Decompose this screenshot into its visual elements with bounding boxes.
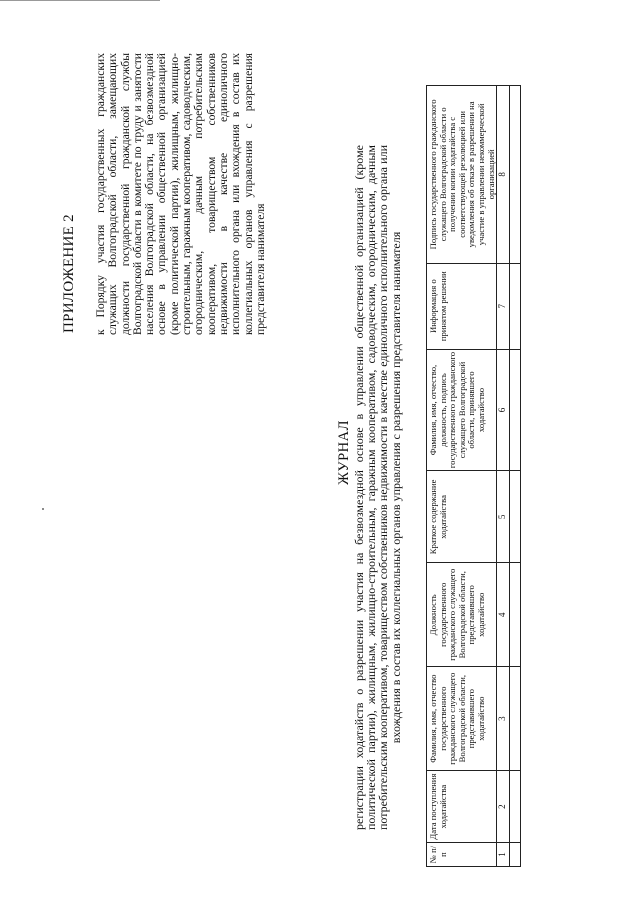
column-number: 4 bbox=[497, 563, 510, 667]
table-header-row bbox=[427, 86, 497, 867]
column-number: 2 bbox=[497, 771, 510, 843]
header-cell-applicant-position: Должность государственного гражданского служащего Волгоградской области, представившего ходатайство bbox=[427, 563, 497, 667]
header-cell-receiver: Фамилия, имя, отчество, должность, подпись государственного гражданского служащего Волгоградской области, принявшего ходатайство bbox=[427, 349, 497, 471]
table-row bbox=[510, 86, 521, 867]
column-number: 6 bbox=[497, 349, 510, 471]
column-number-row bbox=[497, 86, 510, 867]
column-number: 3 bbox=[497, 667, 510, 771]
registration-table bbox=[426, 85, 521, 867]
column-number: 1 bbox=[497, 843, 510, 867]
column-number: 5 bbox=[497, 471, 510, 563]
header-cell-summary: Краткое содержание ходатайства bbox=[427, 471, 497, 563]
journal-title: ЖУРНАЛ bbox=[336, 420, 352, 485]
empty-cell bbox=[510, 667, 521, 771]
header-cell-number: № п/п bbox=[427, 843, 497, 867]
appendix-preamble: к Порядку участия государственных гражданских служащих Волгоградской области, замещающих должности государственной гражданской службы Волгоградской области в комитете по труду и занятости населения Волгоградской области, на безвозмездной основе в управлении общественной организацией (кроме политической партии), жилищным, жилищно-строительным, гаражным кооперативом, садоводческим, огородническим, дачным потребительским кооперативом, товариществом собственников недвижимости в качестве единоличного исполнительного органа или вхождения в состав их коллегиальных органов управления с разрешения представителя нанимателя bbox=[94, 53, 267, 335]
empty-cell bbox=[510, 86, 521, 264]
empty-cell bbox=[510, 349, 521, 471]
header-cell-signature: Подпись государственного гражданского служащего Волгоградской области о получении копии ходатайства с соответствующей резолюцией или уведомления об отказе в разрешении на участие в управлении некоммерческой организацией bbox=[427, 86, 497, 264]
empty-cell bbox=[510, 843, 521, 867]
empty-cell bbox=[510, 263, 521, 349]
column-number: 8 bbox=[497, 86, 510, 264]
journal-subtitle: регистрации ходатайств о разрешении участия на безвозмездной основе в управлении общественной организацией (кроме политической партии), жилищным, жилищно-строительным, гаражным кооперативом, садоводческим, огородническим, дачным потребительским кооперативом, товариществом собственников недвижимости в качестве единоличного исполнительного органа или вхождения в состав их коллегиальных органов управления с разрешения представителя нанимателя bbox=[352, 145, 403, 830]
appendix-title: ПРИЛОЖЕНИЕ 2 bbox=[61, 214, 77, 333]
empty-cell bbox=[510, 471, 521, 563]
header-cell-applicant-name: Фамилия, имя, отчество государственного гражданского служащего Волгоградской области, представившего ходатайство bbox=[427, 667, 497, 771]
empty-cell bbox=[510, 771, 521, 843]
header-cell-decision: Информация о принятом решении bbox=[427, 263, 497, 349]
header-cell-date: Дата поступления ходатайства bbox=[427, 771, 497, 843]
column-number: 7 bbox=[497, 263, 510, 349]
empty-cell bbox=[510, 563, 521, 667]
